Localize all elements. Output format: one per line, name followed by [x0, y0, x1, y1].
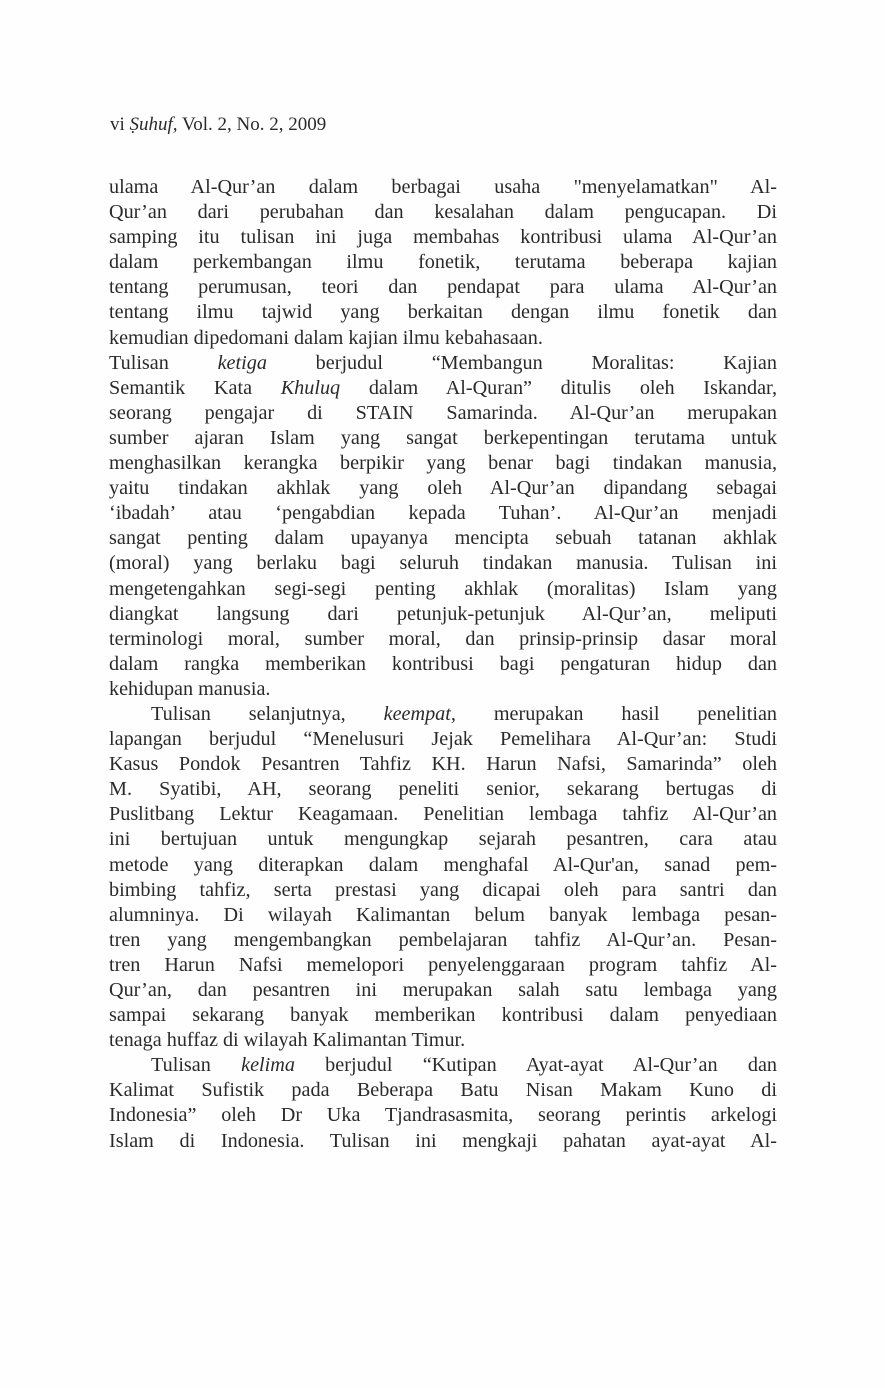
text-line: [109, 627, 777, 652]
text-run: mengetengahkan segi-segi penting akhlak (moralitas) Islam yang: [109, 577, 777, 600]
text-line: [109, 853, 777, 878]
text-line: [109, 953, 777, 978]
text-line: [109, 376, 777, 401]
text-line: [109, 551, 777, 576]
text-line: [109, 326, 777, 351]
text-run: menghasilkan kerangka berpikir yang benar bagi tindakan manusia,: [109, 452, 777, 475]
text-run: sumber ajaran Islam yang sangat berkepentingan terutama untuk: [109, 426, 777, 449]
text-line: [109, 752, 777, 777]
text-line: [109, 878, 777, 903]
text-line: [109, 426, 777, 451]
text-run: Qur’an, dan pesantren ini merupakan salah satu lembaga yang: [109, 979, 777, 1001]
text-line: [109, 225, 777, 250]
volume-info: Vol. 2, No. 2, 2009: [181, 114, 327, 135]
text-run: dalam Al-Quran” ditulis oleh Iskandar,: [340, 376, 777, 399]
text-run: Kalimat Sufistik pada Beberapa Batu Nisan Makam Kuno di: [109, 1079, 777, 1102]
text-line: [109, 903, 777, 928]
text-run: merupakan hasil penelitian: [455, 702, 777, 725]
text-run: Indonesia” oleh Dr Uka Tjandrasasmita, seorang perintis arkelogi: [109, 1104, 777, 1127]
text-line: [109, 1078, 777, 1103]
text-run: (moral) yang berlaku bagi seluruh tindakan manusia. Tulisan ini: [109, 552, 777, 575]
journal-title: Ṣuhuf,: [129, 114, 178, 135]
italic-text: ketiga: [217, 351, 267, 374]
text-run: bimbing tahfiz, serta prestasi yang dicapai oleh para santri dan: [109, 878, 777, 901]
text-run: diangkat langsung dari petunjuk-petunjuk Al-Qur’an, meliputi: [109, 602, 777, 625]
italic-text: keempat,: [383, 702, 456, 725]
text-run: Tulisan: [151, 1054, 242, 1077]
text-run: Qur’an dari perubahan dan kesalahan dalam pengucapan. Di: [109, 201, 777, 224]
text-run: yaitu tindakan akhlak yang oleh Al-Qur’an dipandang sebagai: [109, 477, 777, 500]
text-run: kemudian dipedomani dalam kajian ilmu kebahasaan.: [109, 326, 543, 349]
text-line: [109, 175, 777, 200]
text-run: metode yang diterapkan dalam menghafal Al-Qur'an, sanad pem-: [109, 853, 777, 876]
text-run: terminologi moral, sumber moral, dan prinsip-prinsip dasar moral: [109, 627, 777, 650]
text-line: [109, 1003, 777, 1028]
italic-text: Khuluq: [280, 376, 341, 399]
text-line: [109, 451, 777, 476]
text-line: [109, 727, 777, 752]
italic-text: kelima: [241, 1054, 295, 1077]
text-line: [109, 200, 777, 225]
text-run: dalam rangka memberikan kontribusi bagi pengaturan hidup dan: [109, 652, 777, 675]
text-run: ‘ibadah’ atau ‘pengabdian kepada Tuhan’. Al-Qur’an menjadi: [109, 502, 777, 525]
text-run: samping itu tulisan ini juga membahas kontribusi ulama Al-Qur’an: [109, 226, 777, 249]
text-line: [109, 275, 777, 300]
text-line: [109, 300, 777, 325]
text-line: [109, 978, 777, 1003]
text-run: sampai sekarang banyak memberikan kontribusi dalam penyediaan: [109, 1004, 777, 1027]
text-line: [109, 1103, 777, 1128]
text-run: tentang perumusan, teori dan pendapat para ulama Al-Qur’an: [109, 276, 777, 299]
text-run: alumninya. Di wilayah Kalimantan belum banyak lembaga pesan-: [109, 903, 777, 926]
text-line: [109, 827, 777, 852]
text-line: [109, 401, 777, 426]
text-line: [109, 602, 777, 627]
text-line: [109, 928, 777, 953]
text-run: dalam perkembangan ilmu fonetik, terutama beberapa kajian: [109, 251, 777, 274]
text-run: ulama Al-Qur’an dalam berbagai usaha "menyelamatkan" Al-: [109, 176, 777, 198]
body-text: [109, 175, 777, 1154]
text-line: [109, 1129, 777, 1154]
text-line: [109, 250, 777, 275]
text-run: sangat penting dalam upayanya mencipta sebuah tatanan akhlak: [109, 527, 777, 550]
text-run: M. Syatibi, AH, seorang peneliti senior, sekarang bertugas di: [109, 778, 777, 801]
text-run: Kasus Pondok Pesantren Tahfiz KH. Harun Nafsi, Samarinda” oleh: [109, 753, 777, 776]
text-run: Semantik Kata: [109, 376, 281, 399]
text-line: [109, 1028, 777, 1053]
text-line: [109, 677, 777, 702]
running-head: [110, 113, 326, 137]
text-line: [109, 802, 777, 827]
text-run: tentang ilmu tajwid yang berkaitan dengan ilmu fonetik dan: [109, 301, 777, 324]
text-line: [109, 577, 777, 602]
text-line: [109, 501, 777, 526]
text-line: [109, 777, 777, 802]
text-line: [109, 351, 777, 376]
text-run: berjudul “Kutipan Ayat-ayat Al-Qur’an dan: [294, 1054, 777, 1077]
text-line: [109, 652, 777, 677]
text-run: tenaga huffaz di wilayah Kalimantan Timur.: [109, 1029, 466, 1052]
text-run: tren Harun Nafsi memelopori penyelenggaraan program tahfiz Al-: [109, 953, 777, 976]
text-run: ini bertujuan untuk mengungkap sejarah pesantren, cara atau: [109, 828, 777, 851]
page-number: vi: [110, 114, 125, 135]
text-run: kehidupan manusia.: [109, 677, 271, 700]
text-line: [109, 702, 777, 727]
text-line: [109, 526, 777, 551]
text-run: Islam di Indonesia. Tulisan ini mengkaji pahatan ayat-ayat Al-: [109, 1129, 777, 1152]
text-run: Tulisan selanjutnya,: [151, 702, 384, 725]
text-run: Tulisan: [109, 351, 218, 374]
text-line: [109, 476, 777, 501]
text-run: Puslitbang Lektur Keagamaan. Penelitian lembaga tahfiz Al-Qur’an: [109, 803, 777, 826]
text-run: seorang pengajar di STAIN Samarinda. Al-Qur’an merupakan: [109, 401, 777, 424]
text-line: [109, 1053, 777, 1078]
text-run: tren yang mengembangkan pembelajaran tahfiz Al-Qur’an. Pesan-: [109, 928, 777, 951]
text-run: lapangan berjudul “Menelusuri Jejak Pemelihara Al-Qur’an: Studi: [109, 728, 777, 751]
text-run: berjudul “Membangun Moralitas: Kajian: [266, 351, 777, 374]
